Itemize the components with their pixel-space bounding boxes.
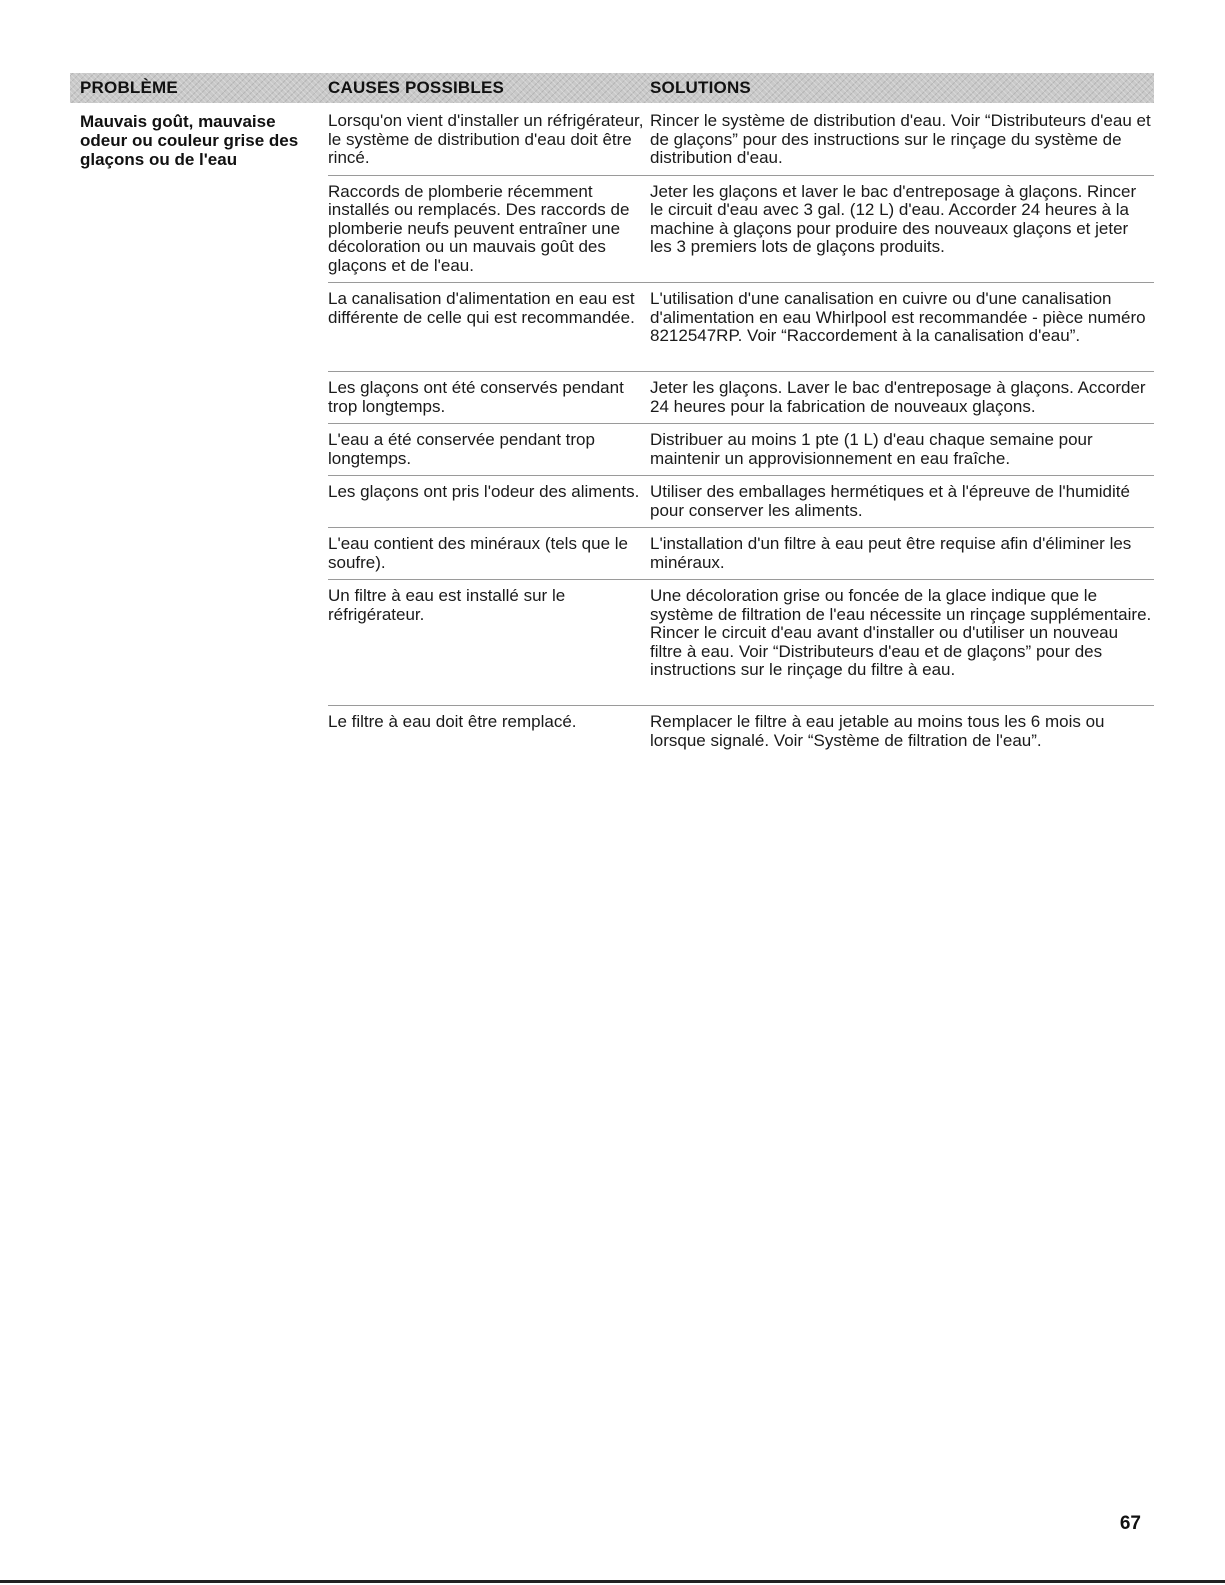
troubleshooting-table	[328, 112, 1154, 750]
table-header-band	[70, 73, 1154, 103]
solution-cell: Distribuer au moins 1 pte (1 L) d'eau chaque semaine pour maintenir un approvisionnement en eau fraîche.	[650, 430, 1093, 468]
solution-cell: Rincer le système de distribution d'eau. Voir “Distributeurs d'eau et de glaçons” pour des instructions sur le rinçage du système de distribution d'eau.	[650, 111, 1151, 167]
header-problem: PROBLÈME	[80, 78, 178, 97]
solution-cell: Une décoloration grise ou foncée de la glace indique que le système de filtration de l'eau nécessite un rinçage supplémentaire. Rincer le circuit d'eau avant d'installer ou d'utiliser un nouveau filtre à eau. Voir “Distributeurs d'eau et de glaçons” pour des instructions sur le rinçage du filtre à eau.	[650, 586, 1152, 679]
solution-cell: Jeter les glaçons. Laver le bac d'entreposage à glaçons. Accorder 24 heures pour la fabrication de nouveaux glaçons.	[650, 378, 1146, 416]
problem-cell: Mauvais goût, mauvaise odeur ou couleur grise des glaçons ou de l'eau	[80, 112, 299, 169]
table-row	[328, 705, 1154, 750]
cause-cell: Le filtre à eau doit être remplacé.	[328, 712, 577, 731]
header-solutions: SOLUTIONS	[650, 78, 751, 97]
cause-cell: Lorsqu'on vient d'installer un réfrigérateur, le système de distribution d'eau doit être rincé.	[328, 111, 644, 167]
table-row	[328, 371, 1154, 416]
page-number: 67	[1119, 1513, 1141, 1534]
solution-cell: Remplacer le filtre à eau jetable au moins tous les 6 mois ou lorsque signalé. Voir “Système de filtration de l'eau”.	[650, 712, 1105, 750]
cause-cell: L'eau contient des minéraux (tels que le soufre).	[328, 534, 628, 572]
cause-cell: L'eau a été conservée pendant trop longtemps.	[328, 430, 595, 468]
table-row	[328, 112, 1154, 168]
table-row	[328, 423, 1154, 468]
solution-cell: L'utilisation d'une canalisation en cuivre ou d'une canalisation d'alimentation en eau Whirlpool est recommandée - pièce numéro 8212547RP. Voir “Raccordement à la canalisation d'eau”.	[650, 289, 1146, 345]
table-row	[328, 527, 1154, 572]
cause-cell: Raccords de plomberie récemment installés ou remplacés. Des raccords de plomberie neufs peuvent entraîner une décoloration ou un mauvais goût des glaçons et de l'eau.	[328, 181, 630, 275]
cause-cell: Les glaçons ont été conservés pendant trop longtemps.	[328, 378, 624, 416]
solution-cell: Jeter les glaçons et laver le bac d'entreposage à glaçons. Rincer le circuit d'eau avec 3 gal. (12 L) d'eau. Accorder 24 heures à la machine à glaçons pour produire des nouveaux glaçons et jeter les 3 premiers lots de glaçons produits.	[650, 181, 1137, 256]
solution-cell: Utiliser des emballages hermétiques et à l'épreuve de l'humidité pour conserver les aliments.	[650, 482, 1130, 520]
table-row	[328, 579, 1154, 698]
cause-cell: Un filtre à eau est installé sur le réfrigérateur.	[328, 586, 566, 624]
table-row	[328, 475, 1154, 520]
table-row	[328, 282, 1154, 364]
table-row	[328, 175, 1154, 276]
cause-cell: La canalisation d'alimentation en eau est différente de celle qui est recommandée.	[328, 289, 635, 327]
solution-cell: L'installation d'un filtre à eau peut être requise afin d'éliminer les minéraux.	[650, 534, 1132, 572]
bottom-rule	[0, 1580, 1225, 1583]
cause-cell: Les glaçons ont pris l'odeur des aliments.	[328, 482, 640, 501]
header-causes: CAUSES POSSIBLES	[328, 78, 505, 97]
